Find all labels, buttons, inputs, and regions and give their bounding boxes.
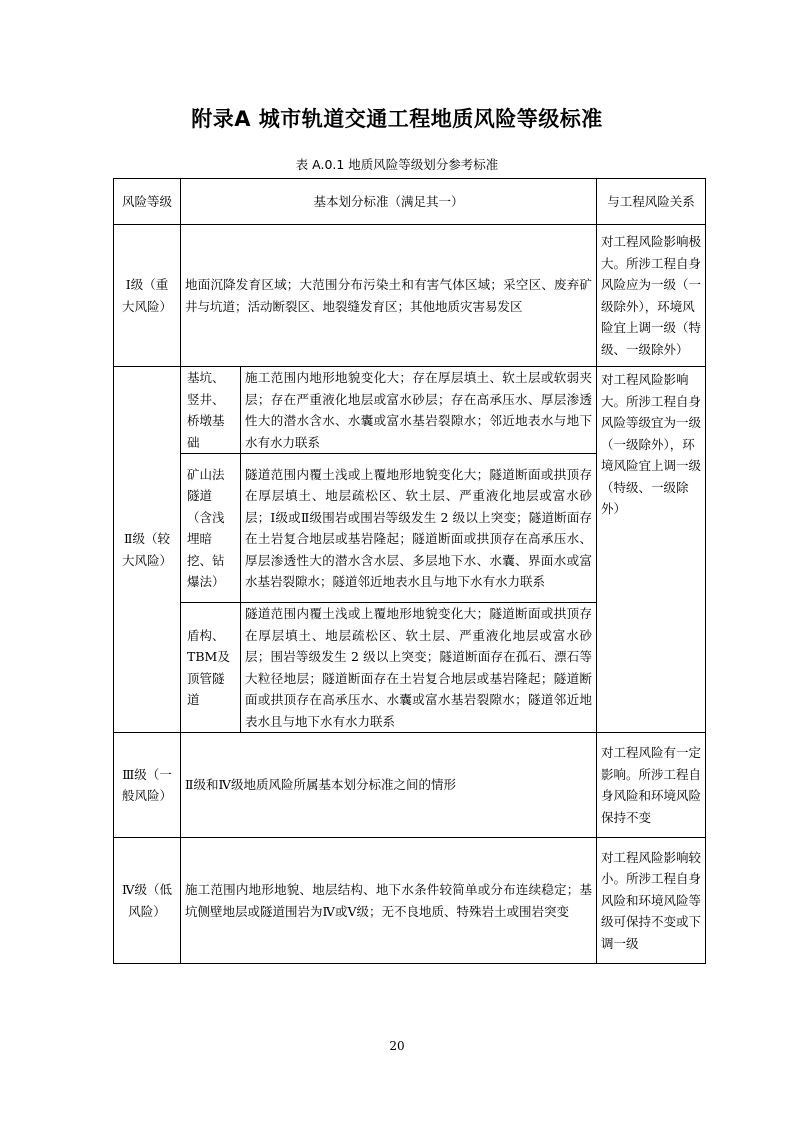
level1-criteria: 地面沉降发育区域；大范围分布污染土和有害气体区域；采空区、废弃矿井与坑道；活动断裂区、地裂缝发育区；其他地质灾害易发区 (181, 225, 597, 367)
table-row-level3 (114, 733, 706, 838)
table-header-row (114, 179, 706, 225)
level3-label: Ⅲ级（一般风险） (114, 733, 181, 838)
level2-method-mining: 矿山法隧道（含浅埋暗挖、钻爆法） (181, 454, 241, 603)
level4-label: Ⅳ级（低风险） (114, 838, 181, 964)
table-caption: 表 A.0.1 地质风险等级划分参考标准 (295, 157, 499, 172)
level2-criteria-shield: 隧道范围内覆土浅或上覆地形地貌变化大；隧道断面或拱顶存在厚层填土、地层疏松区、软土层、严重液化地层或富水砂层；围岩等级发生 2 级以上突变；隧道断面存在孤石、漂石等大粒径地层；隧道断面存在土岩复合地层或基岩隆起；隧道断面或拱顶存在高承压水、水囊或富水基岩裂隙水；隧道邻近地表水且与地下水有水力联系 (241, 603, 597, 733)
table-row-level2-pit (114, 367, 706, 454)
level3-criteria: Ⅱ级和Ⅳ级地质风险所属基本划分标准之间的情形 (181, 733, 597, 838)
level1-relation: 对工程风险影响极大。所涉工程自身风险应为一级（一级除外），环境风险宜上调一级（特级、一级除外） (597, 225, 706, 367)
level2-method-shield: 盾构、TBM及顶管隧道 (181, 603, 241, 733)
level2-criteria-pit: 施工范围内地形地貌变化大；存在厚层填土、软土层或软弱夹层；存在严重液化地层或富水砂层；存在高承压水、厚层渗透性大的潜水含水、水囊或富水基岩裂隙水；邻近地表水与地下水有水力联系 (241, 367, 597, 454)
level4-relation: 对工程风险影响较小。所涉工程自身风险和环境风险等级可保持不变或下调一级 (597, 838, 706, 964)
level3-relation: 对工程风险有一定影响。所涉工程自身风险和环境风险保持不变 (597, 733, 706, 838)
level2-criteria-mining: 隧道范围内覆土浅或上覆地形地貌变化大；隧道断面或拱顶存在厚层填土、地层疏松区、软土层、严重液化地层或富水砂层；Ⅰ级或Ⅱ级围岩或围岩等级发生 2 级以上突变；隧道断面存在土岩复合地层或基岩隆起；隧道断面或拱顶存在高承压水、厚层渗透性大的潜水含水层、多层地下水、水囊、界面水或富水基岩裂隙水；隧道邻近地表水且与地下水有水力联系 (241, 454, 597, 603)
level2-method-pit: 基坑、竖井、桥墩基础 (181, 367, 241, 454)
risk-standard-table (113, 178, 706, 964)
page-number: 20 (389, 1039, 405, 1053)
table-row-level4 (114, 838, 706, 964)
level1-label: Ⅰ级（重大风险） (114, 225, 181, 367)
header-criteria: 基本划分标准（满足其一） (181, 179, 597, 225)
level2-relation: 对工程风险影响大。所涉工程自身风险等级宜为一级（一级除外），环境风险宜上调一级（特级、一级除外） (597, 367, 706, 733)
level2-label: Ⅱ级（较大风险） (114, 367, 181, 733)
table-row-level1 (114, 225, 706, 367)
header-relation: 与工程风险关系 (597, 179, 706, 225)
header-risk-level: 风险等级 (114, 179, 181, 225)
level4-criteria: 施工范围内地形地貌、地层结构、地下水条件较简单或分布连续稳定；基坑侧壁地层或隧道围岩为Ⅳ或Ⅴ级；无不良地质、特殊岩土或围岩突变 (181, 838, 597, 964)
page-title: 附录A 城市轨道交通工程地质风险等级标准 (191, 107, 603, 131)
